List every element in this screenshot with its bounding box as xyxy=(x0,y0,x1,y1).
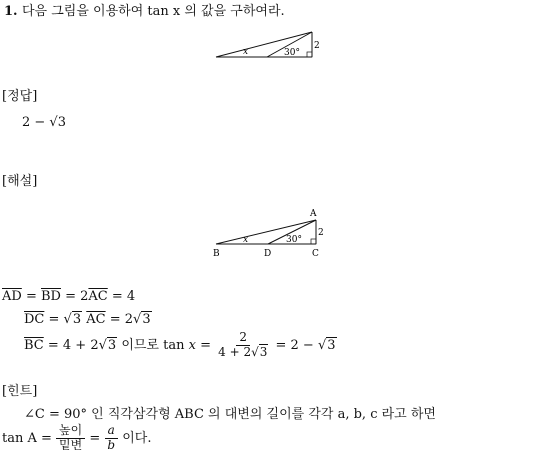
problem-text: 다음 그림을 이용하여 tan x 의 값을 구하여라. xyxy=(22,4,285,19)
vertex-c-label: C xyxy=(312,249,319,259)
vertex-b-label: B xyxy=(213,249,220,259)
angle-30-label: 30° xyxy=(284,48,300,58)
side-2-label: 2 xyxy=(318,228,324,238)
side-2-label: 2 xyxy=(314,41,320,51)
angle-x-label: x xyxy=(243,47,249,57)
hint-frac2-den: b xyxy=(107,437,116,452)
vertex-d-label: D xyxy=(264,249,272,259)
hint-line-2: tan A = $\frac{\text{높이}}{\text{밑변}}$ = $\frac{a}{b}$ 이다. xyxy=(2,422,152,452)
angle-30-label: 30° xyxy=(286,235,302,245)
explanation-line-1: $\overline{AD} = \overline{BD} = 2\overline{AC} = 4$ xyxy=(2,289,136,304)
answer-value: 2 − √3 xyxy=(22,115,66,130)
vertex-a-label: A xyxy=(310,209,317,219)
explanation-line-3: $\overline{BC} = 4 + 2√3$ 이므로 tan x = $\frac{2}{4 + 2√3}$ = 2 − √3 xyxy=(24,329,336,359)
hint-frac2-num: a xyxy=(105,424,118,439)
hint-prefix: tan A = xyxy=(2,430,52,446)
problem-number: 1. xyxy=(4,4,18,19)
explanation-figure xyxy=(208,205,333,261)
hint-line-1: ∠C = 90° 인 직각삼각형 ABC 의 대변의 길이를 각각 a, b, c 라고 하면 xyxy=(24,407,436,422)
hint-label: [힌트] xyxy=(2,384,38,399)
explanation-line-2: $\overline{DC} = √3$ $\overline{AC} = 2√3$ xyxy=(24,312,151,327)
hint-frac-den: 밑변 xyxy=(59,437,83,452)
answer-label: [정답] xyxy=(2,89,38,104)
explanation-label: [해설] xyxy=(2,174,38,189)
problem-figure xyxy=(212,28,322,60)
angle-x-label: x xyxy=(243,235,249,245)
hint-suffix: 이다. xyxy=(122,430,152,446)
hint-frac-num: 높이 xyxy=(56,424,85,439)
